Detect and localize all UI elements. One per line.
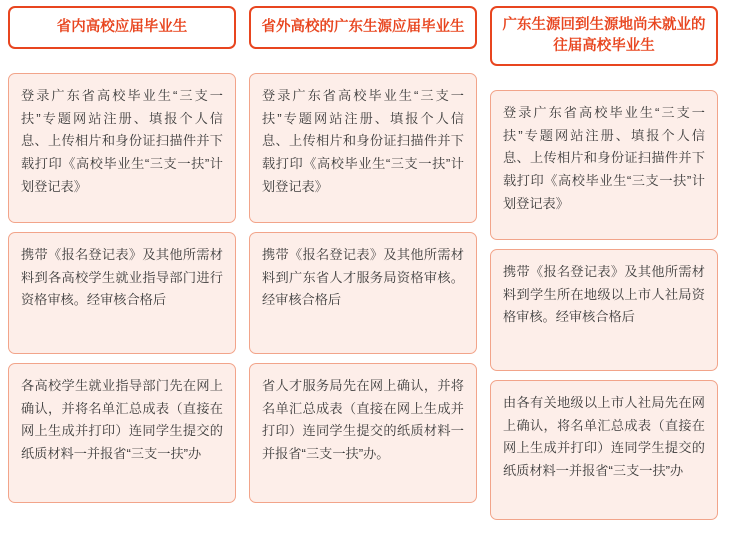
flow-column-1 <box>8 6 236 520</box>
flow-step-1-3: 各高校学生就业指导部门先在网上确认，并将名单汇总成表（直接在网上生成并打印）连同学生提交的纸质材料一并报省“三支一扶”办 <box>8 363 236 503</box>
column-spacer-2 <box>249 58 477 64</box>
column-header-2: 省外高校的广东生源应届毕业生 <box>249 6 477 49</box>
flow-step-2-3: 省人才服务局先在网上确认，并将名单汇总成表（直接在网上生成并打印）连同学生提交的纸质材料一并报省“三支一扶”办。 <box>249 363 477 503</box>
flow-column-2 <box>249 6 477 520</box>
flow-step-3-3: 由各有关地级以上市人社局先在网上确认，将名单汇总成表（直接在网上生成并打印）连同学生提交的纸质材料一并报省“三支一扶”办 <box>490 380 718 520</box>
column-spacer-1 <box>8 58 236 64</box>
flow-step-3-1: 登录广东省高校毕业生“三支一扶”专题网站注册、填报个人信息、上传相片和身份证扫描件并下载打印《高校毕业生“三支一扶”计划登记表》 <box>490 90 718 240</box>
flow-column-3 <box>490 6 718 520</box>
column-header-1: 省内高校应届毕业生 <box>8 6 236 49</box>
flow-step-3-2: 携带《报名登记表》及其他所需材料到学生所在地级以上市人社局资格审核。经审核合格后 <box>490 249 718 371</box>
flow-step-1-2: 携带《报名登记表》及其他所需材料到各高校学生就业指导部门进行资格审核。经审核合格后 <box>8 232 236 354</box>
flow-step-2-2: 携带《报名登记表》及其他所需材料到广东省人才服务局资格审核。经审核合格后 <box>249 232 477 354</box>
column-spacer-3 <box>490 75 718 81</box>
flow-step-1-1: 登录广东省高校毕业生“三支一扶”专题网站注册、填报个人信息、上传相片和身份证扫描件并下载打印《高校毕业生“三支一扶”计划登记表》 <box>8 73 236 223</box>
column-header-3: 广东生源回到生源地尚未就业的往届高校毕业生 <box>490 6 718 66</box>
flow-step-2-1: 登录广东省高校毕业生“三支一扶”专题网站注册、填报个人信息、上传相片和身份证扫描件并下载打印《高校毕业生“三支一扶”计划登记表》 <box>249 73 477 223</box>
